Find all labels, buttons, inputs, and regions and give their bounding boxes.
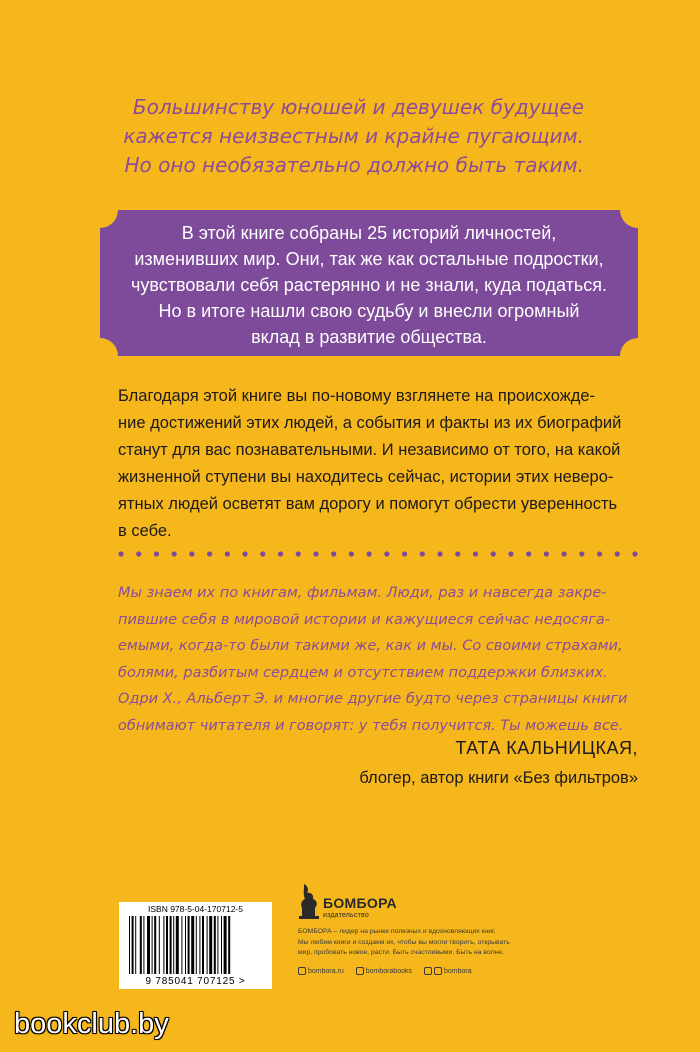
globe-icon	[298, 967, 306, 975]
tagline-line: кажется неизвестным и крайне пугающим.	[123, 124, 584, 148]
barcode-bar	[154, 916, 156, 974]
divider-dot	[313, 551, 318, 556]
divider-dot	[260, 551, 265, 556]
publisher-line: мир, пробовать новое, расти. Быть счастливыми. Быть на волне.	[298, 949, 504, 956]
barcode-bar	[202, 916, 204, 974]
barcode-digits: 9 785041 707125 >	[145, 976, 246, 987]
tagline-line: Но оно необязательно должно быть таким.	[124, 153, 584, 177]
quote-line: болями, разбитым сердцем и отсутствием поддержки близких.	[118, 664, 608, 681]
divider-dot	[597, 551, 602, 556]
vk-link[interactable]: bombora	[444, 967, 472, 975]
divider-dot	[172, 551, 177, 556]
divider-dot	[136, 551, 141, 556]
ribbon-line: В этой книге собраны 25 историй личностей,	[181, 223, 557, 243]
barcode-bar	[132, 916, 134, 974]
barcode-bar	[207, 916, 208, 974]
description-line: в себе.	[118, 522, 172, 540]
divider-dot	[207, 551, 212, 556]
barcode-bar	[176, 916, 179, 974]
divider-dot	[455, 551, 460, 556]
description-paragraph	[118, 383, 638, 545]
barcode-bar	[129, 916, 130, 974]
barcode-bar	[196, 916, 197, 974]
barcode-bar	[199, 916, 200, 974]
description-line: станут для вас познавательными. И независимо от того, на какой	[118, 441, 621, 459]
quote-line: пившие себя в мировой истории и кажущиеся сейчас недосяга-	[118, 611, 610, 628]
description-line: жизненной ступени вы находитесь сейчас, истории этих неверо-	[118, 468, 614, 486]
publisher-line: БОМБОРА – лидер на рынке полезных и вдохновляющих книг.	[298, 928, 496, 935]
barcode-bar	[173, 916, 174, 974]
instagram-icon	[356, 967, 364, 975]
quote-line: Мы знаем их по книгам, фильмам. Люди, раз и навсегда закре-	[118, 585, 607, 601]
divider-dot	[367, 551, 372, 556]
divider-dot	[526, 551, 531, 556]
divider-dot	[402, 551, 407, 556]
divider-dot	[615, 551, 620, 556]
description-line: ние достижений этих людей, а события и факты из их биографий	[118, 414, 622, 432]
barcode-bar	[217, 916, 218, 974]
dotted-divider	[118, 549, 638, 559]
quote-line: емыми, когда-то были такими же, как и мы. Со своими страхами,	[118, 638, 623, 654]
barcode-bar	[140, 916, 142, 974]
barcode-bar	[209, 916, 212, 974]
barcode-bar	[228, 916, 230, 974]
divider-dot	[296, 551, 301, 556]
quote-author-role: блогер, автор книги «Без фильтров»	[359, 769, 638, 787]
barcode-bar	[181, 916, 182, 974]
barcode-bar	[224, 916, 227, 974]
barcode-bar	[191, 916, 194, 974]
divider-dot	[242, 551, 247, 556]
divider-dot	[508, 551, 513, 556]
divider-dot	[437, 551, 442, 556]
divider-dot	[118, 551, 123, 556]
barcode-bars	[127, 916, 264, 974]
publisher-logo-subtitle: издательство	[323, 912, 369, 919]
bombora-logo-icon	[298, 882, 320, 920]
barcode-bar	[143, 916, 144, 974]
divider-dot	[225, 551, 230, 556]
barcode-bar	[170, 916, 172, 974]
description-line: ятных людей осветят вам дорогу и помогут обрести уверенность	[118, 495, 618, 513]
ribbon-line: вклад в развитие общества.	[251, 327, 487, 347]
divider-dot	[473, 551, 478, 556]
publisher-description	[298, 927, 598, 959]
divider-dot	[562, 551, 567, 556]
social-item	[424, 967, 472, 975]
isbn-barcode	[119, 902, 272, 989]
tagline-line: Большинству юношей и девушек будущее	[132, 95, 584, 119]
barcode-bar	[135, 916, 136, 974]
barcode-bar	[166, 916, 168, 974]
divider-dot	[189, 551, 194, 556]
divider-dot	[331, 551, 336, 556]
divider-dot	[632, 551, 637, 556]
tagline	[60, 93, 584, 180]
publisher-logo-name: БОМБОРА	[323, 895, 397, 911]
divider-dot	[491, 551, 496, 556]
barcode-bar	[214, 916, 216, 974]
divider-dot	[579, 551, 584, 556]
website-link[interactable]: bombora.ru	[308, 967, 344, 975]
barcode-bar	[221, 916, 222, 974]
divider-dot	[154, 551, 159, 556]
divider-dot	[384, 551, 389, 556]
barcode-bar	[188, 916, 190, 974]
description-line: Благодаря этой книге вы по-новому взглянете на происхожде-	[118, 387, 596, 405]
quote-line: обнимают читателя и говорят: у тебя получится. Ты можешь все.	[118, 717, 624, 734]
review-quote	[118, 580, 638, 739]
barcode-bar	[185, 916, 186, 974]
isbn-number: ISBN 978-5-04-170712-5	[148, 904, 243, 914]
instagram-link[interactable]: bomborabooks	[365, 967, 413, 975]
barcode-bar	[163, 916, 164, 974]
ribbon-line: изменивших мир. Они, так же как остальные подростки,	[134, 249, 604, 269]
telegram-icon	[434, 967, 442, 975]
barcode-bar	[152, 916, 153, 974]
divider-dot	[544, 551, 549, 556]
divider-dot	[420, 551, 425, 556]
ribbon-line: чувствовали себя растерянно и не знали, куда податься.	[131, 275, 607, 295]
watermark-text: bookclub.by	[14, 1008, 169, 1040]
publisher-social-links	[298, 967, 482, 981]
quote-author-name: ТАТА КАЛЬНИЦКАЯ,	[455, 738, 638, 758]
barcode-bar	[159, 916, 160, 974]
purple-ribbon-banner	[100, 210, 638, 356]
publisher-line: Мы любим книги и создаем их, чтобы вы могли творить, открывать	[298, 938, 510, 946]
quote-line: Одри Х., Альберт Э. и многие другие будто через страницы книги	[118, 691, 628, 707]
ribbon-line: Но в итоге нашли свою судьбу и внесли огромный	[158, 301, 580, 321]
social-item	[298, 967, 344, 975]
vk-icon	[424, 967, 432, 975]
barcode-bar	[147, 916, 150, 974]
social-item	[356, 967, 412, 975]
divider-dot	[278, 551, 283, 556]
divider-dot	[349, 551, 354, 556]
